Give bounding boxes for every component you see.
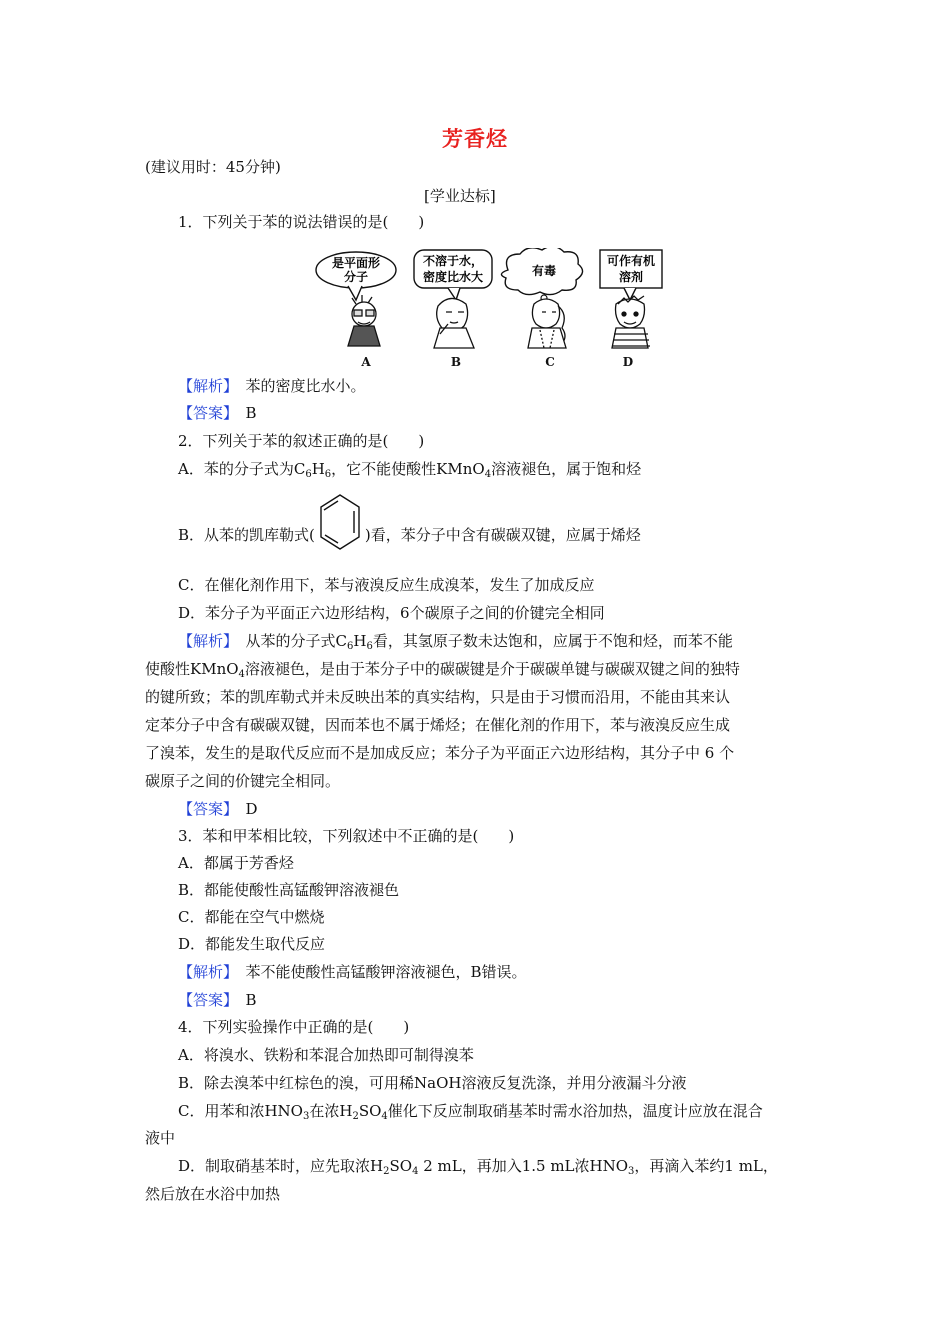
q1-answer bbox=[178, 403, 257, 423]
suggested-time: (建议用时：45分钟) bbox=[145, 158, 281, 176]
bubble-c bbox=[501, 248, 582, 301]
figure-label-c: C bbox=[545, 355, 555, 369]
q2-option-d: D．苯分子为平面正六边形结构，6个碳原子之间的价键完全相同 bbox=[178, 604, 605, 622]
q4-option-d-line2: 然后放在水浴中加热 bbox=[145, 1185, 281, 1203]
page-title: 芳香烃 bbox=[442, 126, 508, 151]
q3-answer: 【答案】 B bbox=[178, 991, 257, 1009]
question-2-stem: 2．下列关于苯的叙述正确的是( ) bbox=[178, 432, 425, 450]
q3-analysis: 【解析】 苯不能使酸性高锰酸钾溶液褪色，B错误。 bbox=[178, 963, 527, 981]
q1-cartoon-figure bbox=[308, 248, 668, 370]
bubble-text: 是平面形 bbox=[331, 256, 381, 270]
q4-option-c-line1: C．用苯和浓$HNO_3$在浓$H_2SO_4$催化下反应制取硝基苯时需水浴加热，温度计应放在混合 bbox=[178, 1102, 763, 1122]
character-b bbox=[434, 298, 474, 348]
q2-analysis-line6: 碳原子之间的价键完全相同。 bbox=[145, 772, 341, 790]
q2-analysis-line2: 使酸性KMnO$_4$溶液褪色，是由于苯分子中的碳碳键是介于碳碳单键与碳碳双键之间的独特 bbox=[145, 660, 740, 680]
q3-option-b: B．都能使酸性高锰酸钾溶液褪色 bbox=[178, 881, 400, 899]
bubble-d bbox=[600, 250, 662, 300]
section-heading: [学业达标] bbox=[424, 187, 496, 205]
q3-option-d: D．都能发生取代反应 bbox=[178, 935, 326, 953]
q3-option-a: A．都属于芳香烃 bbox=[178, 854, 294, 872]
bubble-text: 密度比水大 bbox=[422, 270, 484, 284]
question-3-stem: 3．苯和甲苯相比较，下列叙述中不正确的是( ) bbox=[178, 827, 515, 845]
answer-tag: 【答案】 bbox=[178, 404, 231, 422]
q4-option-a: A．将溴水、铁粉和苯混合加热即可制得溴苯 bbox=[178, 1046, 474, 1064]
q2-option-b: B．从苯的凯库勒式( )看，苯分子中含有碳碳双键，应属于烯烃 bbox=[178, 517, 641, 555]
bubble-b bbox=[414, 250, 492, 300]
answer-text: B bbox=[245, 404, 257, 422]
bubble-a bbox=[316, 252, 396, 300]
q2-option-c: C．在催化剂作用下，苯与液溴反应生成溴苯，发生了加成反应 bbox=[178, 576, 595, 594]
bubble-text: 分子 bbox=[343, 270, 369, 284]
q2-answer: 【答案】 D bbox=[178, 800, 258, 818]
q3-option-c: C．都能在空气中燃烧 bbox=[178, 908, 325, 926]
question-4-stem: 4．下列实验操作中正确的是( ) bbox=[178, 1018, 410, 1036]
character-a bbox=[348, 295, 380, 346]
q2-analysis-line4: 定苯分子中含有碳碳双键，因而苯也不属于烯烃；在催化剂的作用下，苯与液溴反应生成 bbox=[145, 716, 731, 734]
bubble-text: 可作有机 bbox=[606, 254, 656, 268]
figure-label-a: A bbox=[361, 355, 371, 369]
figure-label-b: B bbox=[450, 355, 462, 369]
character-c bbox=[528, 299, 566, 348]
q2-option-a: A．苯的分子式为$C_6H_6$，它不能使酸性KMnO$_4$溶液褪色，属于饱和烃 bbox=[178, 460, 642, 480]
q4-option-c-line2: 液中 bbox=[145, 1129, 176, 1147]
bubble-text: 溶剂 bbox=[618, 270, 644, 284]
bubble-text: 不溶于水， bbox=[422, 254, 484, 268]
q2-analysis-line5: 了溴苯，发生的是取代反应而不是加成反应；苯分子为平面正六边形结构，其分子中 6 个 bbox=[145, 744, 735, 762]
q1-analysis bbox=[178, 376, 366, 396]
analysis-text: 苯的密度比水小。 bbox=[245, 377, 366, 395]
q2-analysis-line3: 的键所致；苯的凯库勒式并未反映出苯的真实结构，只是由于习惯而沿用，不能由其来认 bbox=[145, 688, 731, 706]
kekule-benzene-structure bbox=[317, 491, 363, 555]
q2-analysis-line1: 【解析】 从苯的分子式$C_6H_6$看，其氢原子数未达饱和，应属于不饱和烃，而苯不能 bbox=[178, 632, 733, 652]
figure-label-d: D bbox=[622, 355, 634, 369]
bubble-text: 有毒 bbox=[531, 264, 557, 278]
q4-option-d-line1: D．制取硝基苯时，应先取浓$H_2SO_4$ 2 mL，再加入1.5 mL浓$HNO_3$，再滴入苯约1 mL， bbox=[178, 1157, 778, 1177]
analysis-tag: 【解析】 bbox=[178, 377, 231, 395]
q4-option-b: B．除去溴苯中红棕色的溴，可用稀NaOH溶液反复洗涤，并用分液漏斗分液 bbox=[178, 1074, 687, 1092]
character-d bbox=[612, 296, 650, 348]
question-1-stem: 1．下列关于苯的说法错误的是( ) bbox=[178, 213, 425, 231]
